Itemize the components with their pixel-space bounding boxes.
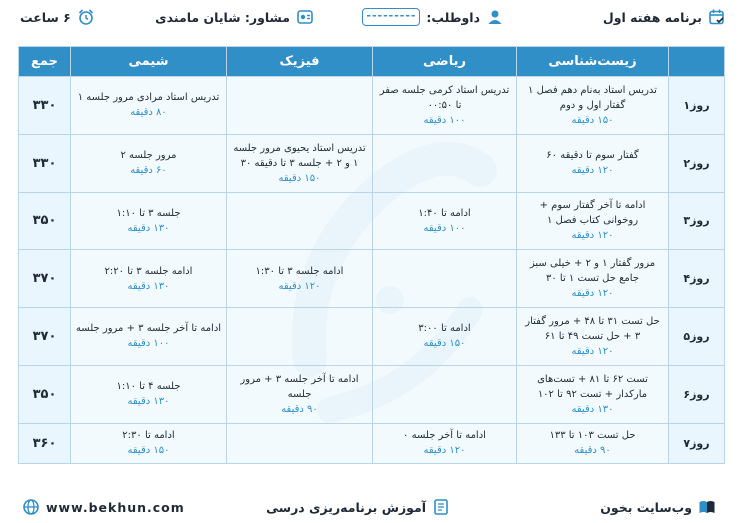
biology-cell [517, 192, 669, 250]
math-task: ادامه تا ۳:۰۰ [418, 323, 471, 335]
chemistry-task: جلسه ۴ تا ۱:۱۰ [116, 381, 181, 393]
total-minutes: ۳۳۰ [19, 134, 71, 192]
header-day [669, 47, 725, 77]
phone-icon [296, 8, 314, 26]
math-duration: ۱۲۰ دقیقه [423, 445, 466, 457]
biology-task: حل تست ۱۰۳ تا ۱۳۳ [549, 430, 636, 442]
total-minutes: ۳۳۰ [19, 77, 71, 135]
day-label: روز۷ [669, 423, 725, 464]
day-label: روز۲ [669, 134, 725, 192]
advisor-text: مشاور: شایان مامندی [155, 9, 290, 25]
physics-cell [227, 77, 373, 135]
page-footer [0, 495, 740, 523]
chemistry-cell [71, 365, 227, 423]
math-duration: ۱۰۰ دقیقه [423, 114, 466, 126]
website-link[interactable] [22, 498, 185, 516]
chemistry-duration: ۱۳۰ دقیقه [127, 222, 170, 234]
brand-text: وب‌سایت بخون [600, 499, 692, 515]
alarm-clock-icon [77, 8, 95, 26]
biology-cell [517, 134, 669, 192]
chemistry-duration: ۱۳۰ دقیقه [127, 396, 170, 408]
calendar-icon [708, 8, 726, 26]
chemistry-cell [71, 423, 227, 464]
table-row [19, 134, 725, 192]
chemistry-duration: ۸۰ دقیقه [130, 107, 167, 119]
header-math: ریاضی [373, 47, 517, 77]
website-text[interactable]: www.bekhun.com [46, 499, 185, 515]
total-minutes: ۳۵۰ [19, 365, 71, 423]
chemistry-cell [71, 192, 227, 250]
total-minutes: ۳۷۰ [19, 308, 71, 366]
chemistry-duration: ۱۵۰ دقیقه [127, 445, 170, 457]
biology-task: تست ۶۲ تا ۸۱ + تست‌های مارکدار + تست ۹۲ تا ۱۰۲ [537, 373, 648, 400]
math-cell [373, 423, 517, 464]
advisor-field [155, 8, 314, 26]
chemistry-cell [71, 134, 227, 192]
physics-cell [227, 365, 373, 423]
chemistry-task: مرور جلسه ۲ [120, 150, 177, 162]
biology-task: تدریس استاد به‌نام دهم فصل ۱ گفتار اول و دوم [528, 84, 657, 111]
chemistry-duration: ۶۰ دقیقه [130, 165, 167, 177]
weekly-schedule-table [18, 46, 725, 464]
page-header [0, 0, 740, 38]
table-row [19, 77, 725, 135]
math-cell [373, 250, 517, 308]
daily-hours-text: ۶ ساعت [20, 9, 71, 25]
chemistry-task: ادامه جلسه ۳ تا ۲:۲۰ [104, 265, 193, 277]
physics-duration: ۹۰ دقیقه [281, 403, 318, 415]
header-biology: زیست‌شناسی [517, 47, 669, 77]
table-header-row [19, 47, 725, 77]
brand [600, 498, 716, 516]
biology-duration: ۱۲۰ دقیقه [571, 165, 614, 177]
math-task: ادامه تا ۱:۴۰ [418, 207, 471, 219]
physics-cell [227, 423, 373, 464]
chemistry-cell [71, 250, 227, 308]
student-field [360, 8, 504, 26]
chemistry-task: ادامه تا آخر جلسه ۳ + مرور جلسه [75, 323, 222, 335]
biology-task: حل تست ۳۱ تا ۴۸ + مرور گفتار ۳ + حل تست ۴۹ تا ۶۱ [525, 315, 660, 342]
day-label: روز۳ [669, 192, 725, 250]
biology-duration: ۹۰ دقیقه [574, 445, 611, 457]
biology-duration: ۱۲۰ دقیقه [571, 288, 614, 300]
biology-task: مرور گفتار ۱ و ۲ + خیلی سبز جامع حل تست ۱ تا ۳۰ [529, 258, 656, 285]
physics-cell [227, 250, 373, 308]
tagline [266, 498, 450, 516]
header-chemistry: شیمی [71, 47, 227, 77]
program-title [603, 8, 726, 26]
book-icon [698, 498, 716, 516]
student-label: داوطلب: [426, 9, 480, 25]
table-row [19, 308, 725, 366]
biology-duration: ۱۳۰ دقیقه [571, 403, 614, 415]
physics-cell [227, 192, 373, 250]
chemistry-duration: ۱۰۰ دقیقه [127, 338, 170, 350]
biology-duration: ۱۵۰ دقیقه [571, 114, 614, 126]
physics-task: ادامه تا آخر جلسه ۳ + مرور جلسه [240, 373, 359, 400]
biology-task: ادامه تا آخر گفتار سوم + روخوانی کتاب فصل ۱ [539, 200, 646, 227]
program-title-text: برنامه هفته اول [602, 9, 702, 25]
header-physics: فیزیک [227, 47, 373, 77]
student-icon [486, 8, 504, 26]
math-cell [373, 308, 517, 366]
globe-icon [22, 498, 40, 516]
physics-cell [227, 308, 373, 366]
math-task: ادامه تا آخر جلسه ۰ [403, 430, 486, 442]
day-label: روز۱ [669, 77, 725, 135]
math-cell [373, 134, 517, 192]
biology-duration: ۱۲۰ دقیقه [571, 230, 614, 242]
day-label: روز۶ [669, 365, 725, 423]
biology-cell [517, 423, 669, 464]
day-label: روز۴ [669, 250, 725, 308]
math-cell [373, 365, 517, 423]
chemistry-cell [71, 308, 227, 366]
daily-hours [20, 8, 95, 26]
total-minutes: ۳۵۰ [19, 192, 71, 250]
total-minutes: ۳۷۰ [19, 250, 71, 308]
math-cell [373, 77, 517, 135]
biology-cell [517, 365, 669, 423]
notebook-icon [432, 498, 450, 516]
day-label: روز۵ [669, 308, 725, 366]
chemistry-cell [71, 77, 227, 135]
physics-duration: ۱۲۰ دقیقه [278, 280, 321, 292]
biology-duration: ۱۲۰ دقیقه [571, 345, 614, 357]
table-row [19, 365, 725, 423]
tagline-text: آموزش برنامه‌ریزی درسی [266, 499, 426, 515]
table-row [19, 423, 725, 464]
table-row [19, 250, 725, 308]
student-name-field[interactable]: --------- [362, 8, 420, 26]
biology-cell [517, 250, 669, 308]
physics-task: تدریس استاد یحیوی مرور جلسه ۱ و ۲ + جلسه ۳ تا دقیقه ۳۰ [233, 142, 366, 169]
chemistry-duration: ۱۳۰ دقیقه [127, 280, 170, 292]
chemistry-task: جلسه ۳ تا ۱:۱۰ [116, 207, 181, 219]
chemistry-task: تدریس استاد مرادی مرور جلسه ۱ [77, 92, 220, 104]
biology-cell [517, 77, 669, 135]
biology-cell [517, 308, 669, 366]
table-row [19, 192, 725, 250]
biology-task: گفتار سوم تا دقیقه ۶۰ [546, 150, 639, 162]
chemistry-task: ادامه تا ۲:۳۰ [122, 430, 175, 442]
physics-task: ادامه جلسه ۳ تا ۱:۳۰ [255, 265, 344, 277]
math-task: تدریس استاد کرمی جلسه صفر تا ۰۰:۵۰ [379, 84, 510, 111]
math-duration: ۱۵۰ دقیقه [423, 338, 466, 350]
physics-cell [227, 134, 373, 192]
header-total: جمع [19, 47, 71, 77]
physics-duration: ۱۵۰ دقیقه [278, 172, 321, 184]
total-minutes: ۳۶۰ [19, 423, 71, 464]
math-cell [373, 192, 517, 250]
math-duration: ۱۰۰ دقیقه [423, 222, 466, 234]
